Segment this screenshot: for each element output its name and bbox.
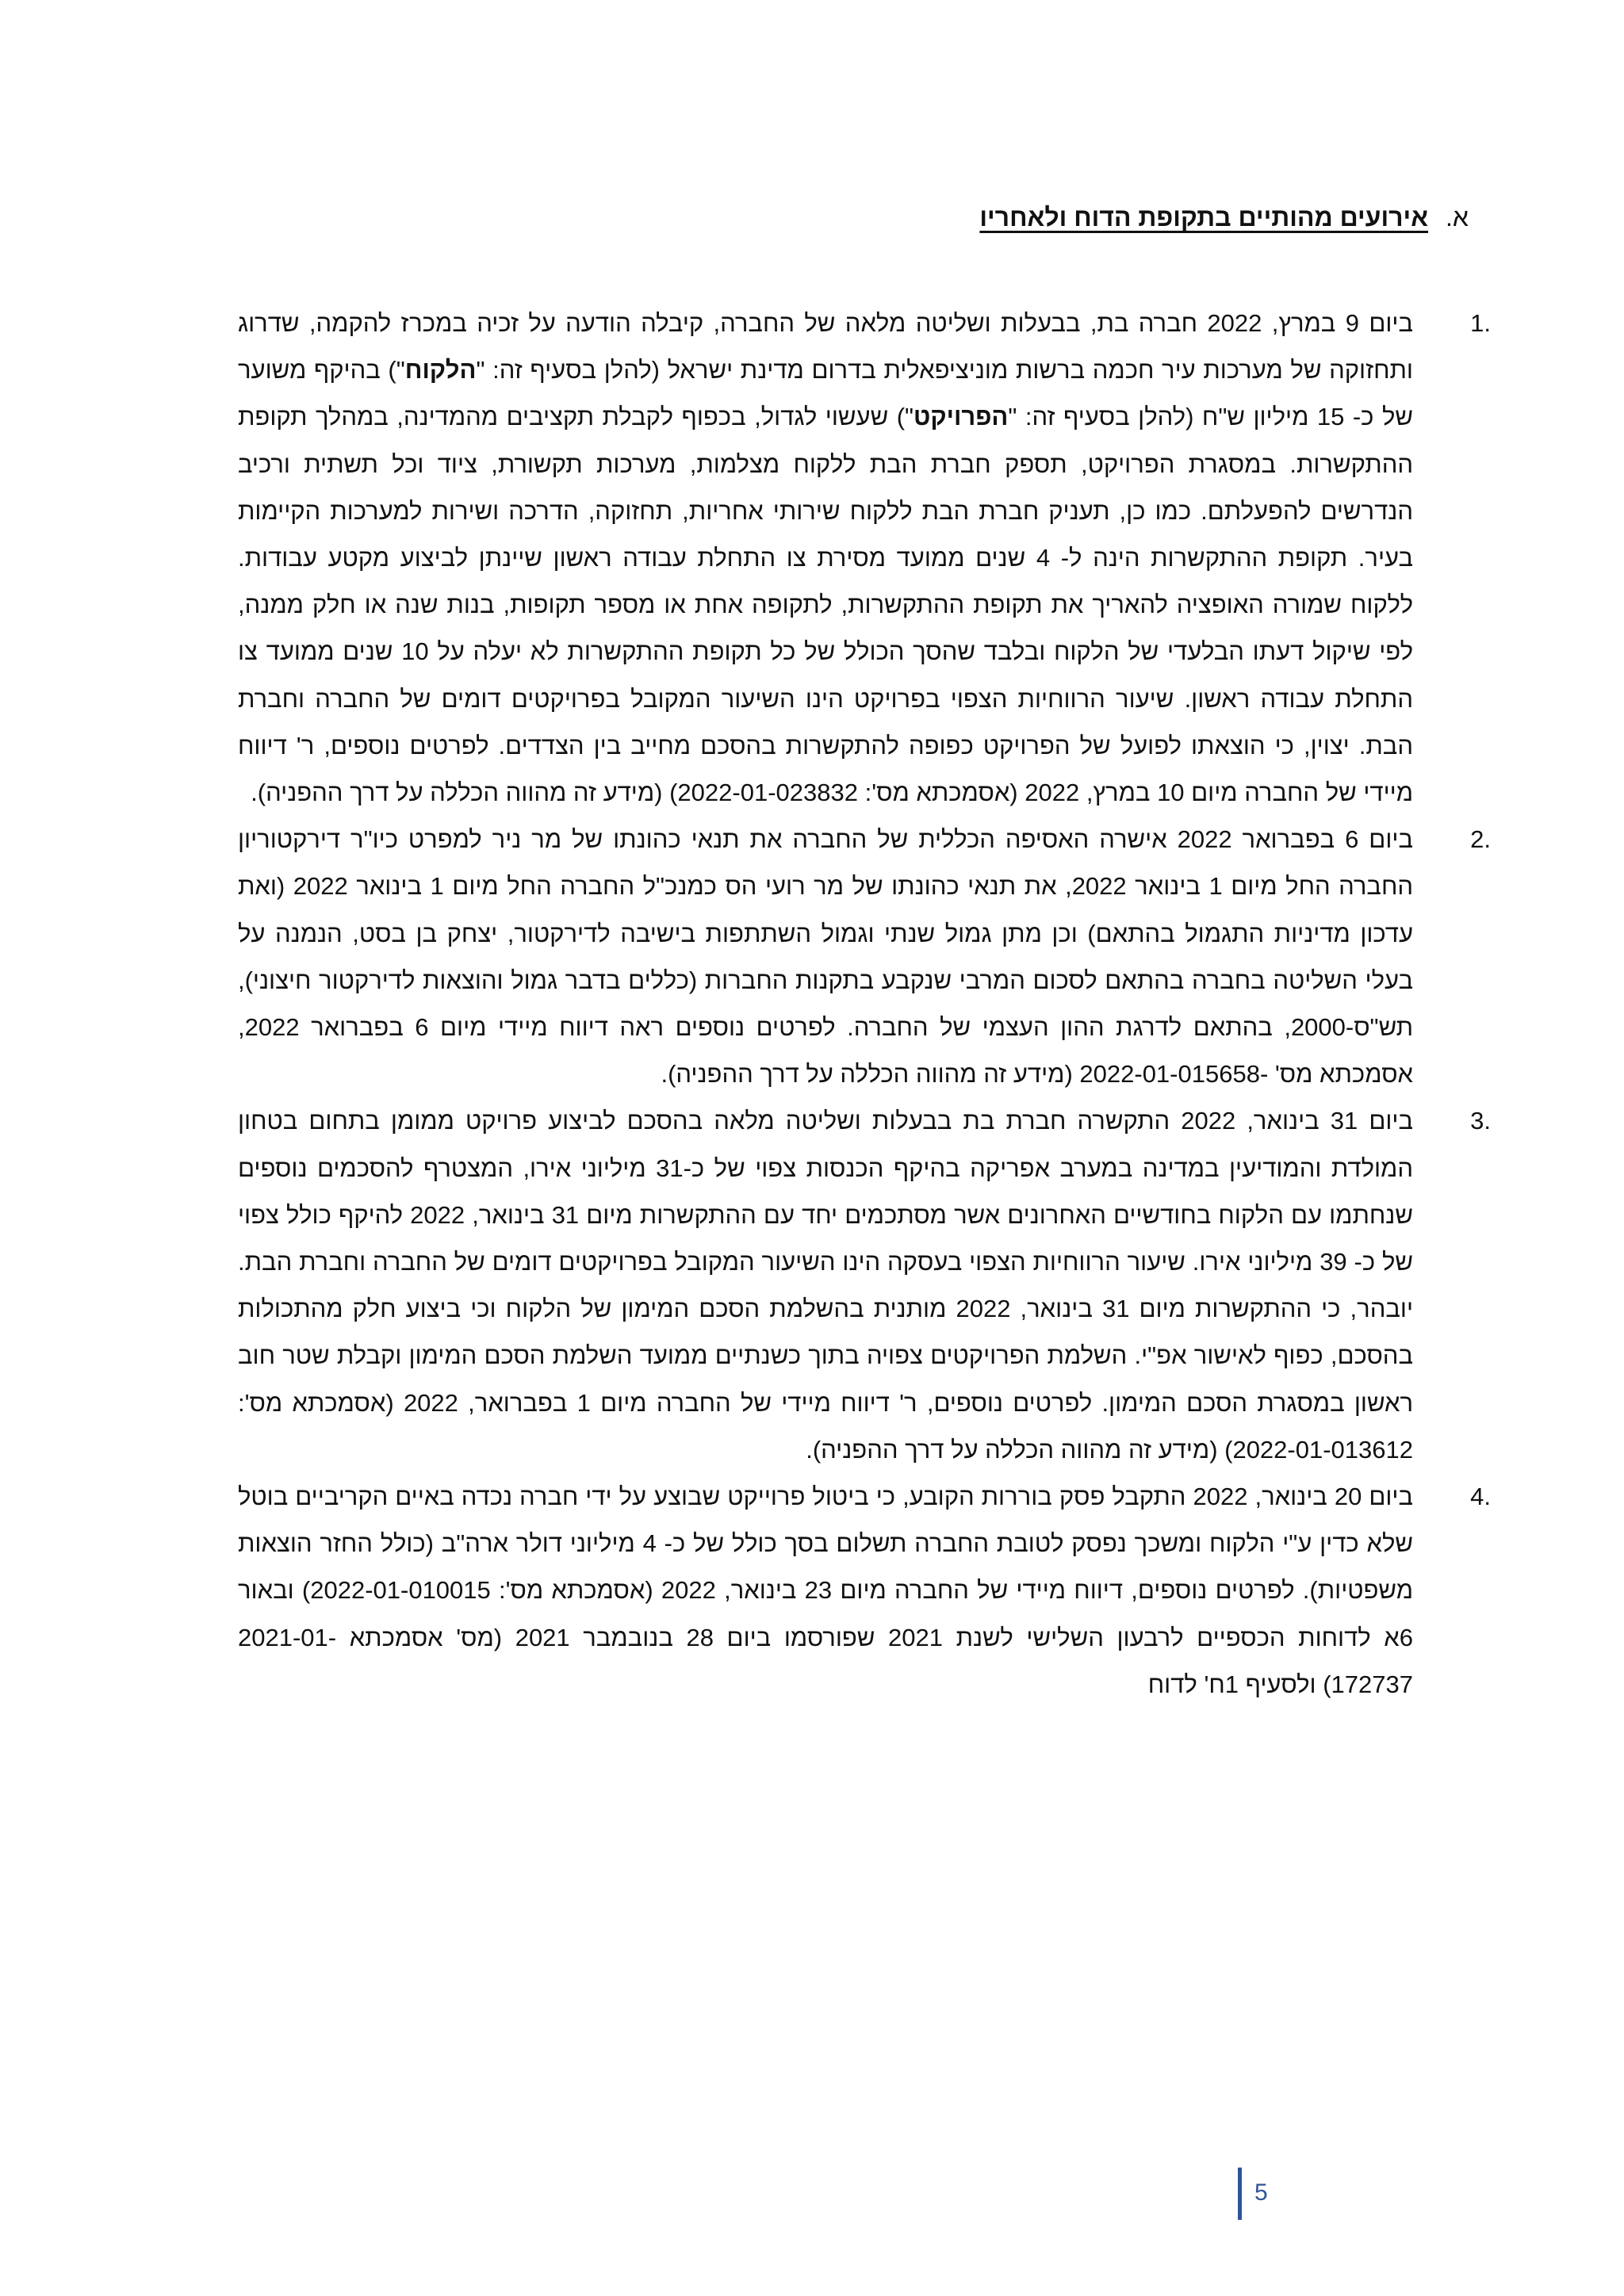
events-list [238,300,1491,1708]
item-text [238,309,1413,806]
item-text: ביום 31 בינואר, 2022 התקשרה חברת בת בבעלות ושליטה מלאה בהסכם לביצוע פרויקט ממומן בתחום בטחון המולדת והמודיעין במדינה במערב אפריקה בהיקף הכנסות צפוי של כ-31 מיליוני אירו, המצטרף להסכמים נוספים שנחתמו עם הלקוח בחודשיים האחרונים אשר מסתכמים יחד עם ההתקשרות מיום 31 בינואר, 2022 להיקף כולל צפוי של כ- 39 מיליוני אירו. שיעור הרווחיות הצפוי בעסקה הינו השיעור המקובל בפרויקטים דומים של החברה וחברת הבת. יובהר, כי ההתקשרות מיום 31 בינואר, 2022 מותנית בהשלמת הסכם המימון של הלקוח וכי ביצוע חלק מהתכולות בהסכם, כפוף לאישור אפ"י. השלמת הפרויקטים צפויה בתוך כשנתיים ממועד השלמת הסכם המימון וקבלת שטר חוב ראשון במסגרת הסכם המימון. לפרטים נוספים, ר' דיווח מיידי של החברה מיום 1 בפברואר, 2022 (אסמכתא מס': 2022-01-013612) (מידע זה מהווה הכללה על דרך ההפניה). [238,1107,1414,1464]
item-text-segment: ביום 9 במרץ, 2022 חברה בת, בבעלות ושליטה מלאה של החברה, קיבלה הודעה על זכיה במכרז להקמה, שדרוג ותחזוקה של מערכות עיר חכמה ברשות מוניציפאלית בדרום מדינת ישראל (להלן בסעיף זה: " [238,309,1414,385]
list-item [238,1473,1491,1708]
item-text: ביום 6 בפברואר 2022 אישרה האסיפה הכללית של החברה את תנאי כהונתו של מר ניר למפרט כיו"ר דירקטוריון החברה החל מיום 1 בינואר 2022, את תנאי כהונתו של מר רועי הס כמנכ"ל החברה החל מיום 1 בינואר 2022 (ואת עדכון מדיניות התגמול בהתאם) וכן מתן גמול שנתי וגמול השתתפות בישיבה לדירקטור, יצחק בן בסט, הנמנה על בעלי השליטה בחברה בהתאם לסכום המרבי שנקבע בתקנות החברות (כללים בדבר גמול והוצאות לדירקטור חיצוני), תש"ס-2000, בהתאם לדרגת ההון העצמי של החברה. לפרטים נוספים ראה דיווח מיידי מיום 6 בפברואר 2022, אסמכתא מס' -2022-01-015658 (מידע זה מהווה הכללה על דרך ההפניה). [238,825,1414,1089]
list-item [238,1097,1491,1473]
item-number: 2. [1470,825,1491,854]
item-number: 1. [1470,309,1491,337]
item-number: 3. [1470,1107,1491,1135]
list-item [238,300,1491,816]
item-number: 4. [1470,1483,1491,1511]
bold-term-project: הפרויקט [914,403,1009,431]
section-title: אירועים מהותיים בתקופת הדוח ולאחריו [979,203,1429,232]
page-number: 5 [1254,2179,1268,2206]
item-text: ביום 20 בינואר, 2022 התקבל פסק בוררות הקובע, כי ביטול פרוייקט שבוצע על ידי חברה נכדה באיים הקריביים בוטל שלא כדין ע"י הלקוח ומשכך נפסק לטובת החברה תשלום בסך כולל של כ- 4 מיליוני דולר ארה"ב (כולל החזר הוצאות משפטיות). לפרטים נוספים, דיווח מיידי של החברה מיום 23 בינואר, 2022 (אסמכתא מס': 2022-01-010015) ובאור 6א לדוחות הכספיים לרבעון השלישי לשנת 2021 שפורסמו ביום 28 בנובמבר 2021 (מס' אסמכתא 2021-01-172737) ולסעיף 1ח' לדוח [238,1483,1414,1698]
section-letter: א. [1446,203,1469,232]
section-heading [596,200,1469,235]
list-item [238,816,1491,1097]
item-text-segment: ") בהיקף משוער של כ- 15 מיליון ש"ח (להלן בסעיף זה: " [238,356,1413,431]
item-text-segment: ") שעשוי לגדול, בכפוף לקבלת תקציבים מהמדינה, במהלך תקופת ההתקשרות. במסגרת הפרויקט, תספק חברת הבת ללקוח מצלמות, מערכות תקשורת, ציוד וכל תשתית ורכיב הנדרשים להפעלתם. כמו כן, תעניק חברת הבת ללקוח שירותי אחריות, תחזוקה, הדרכה ושירות למערכות הקיימות בעיר. תקופת ההתקשרות הינה ל- 4 שנים ממועד מסירת צו התחלת עבודה ראשון שיינתן לביצוע מקטע עבודות. ללקוח שמורה האופציה להאריך את תקופת ההתקשרות, לתקופה אחת או מספר תקופות, בנות שנה או חלק ממנה, לפי שיקול דעתו הבלעדי של הלקוח ובלבד שהסך הכולל של כל תקופת ההתקשרות לא יעלה על 10 שנים ממועד צו התחלת עבודה ראשון. שיעור הרווחיות הצפוי בפרויקט הינו השיעור המקובל בפרויקטים דומים של החברה וחברת הבת. יצוין, כי הוצאתו לפועל של הפרויקט כפופה להתקשרות בהסכם מחייב בין הצדדים. לפרטים נוספים, ר' דיווח מיידי של החברה מיום 10 במרץ, 2022 (אסמכתא מס': 2022-01-023832) (מידע זה מהווה הכללה על דרך ההפניה). [238,403,1413,807]
bold-term-customer: הלקוח [404,356,477,385]
page-number-bar [1238,2168,1242,2220]
